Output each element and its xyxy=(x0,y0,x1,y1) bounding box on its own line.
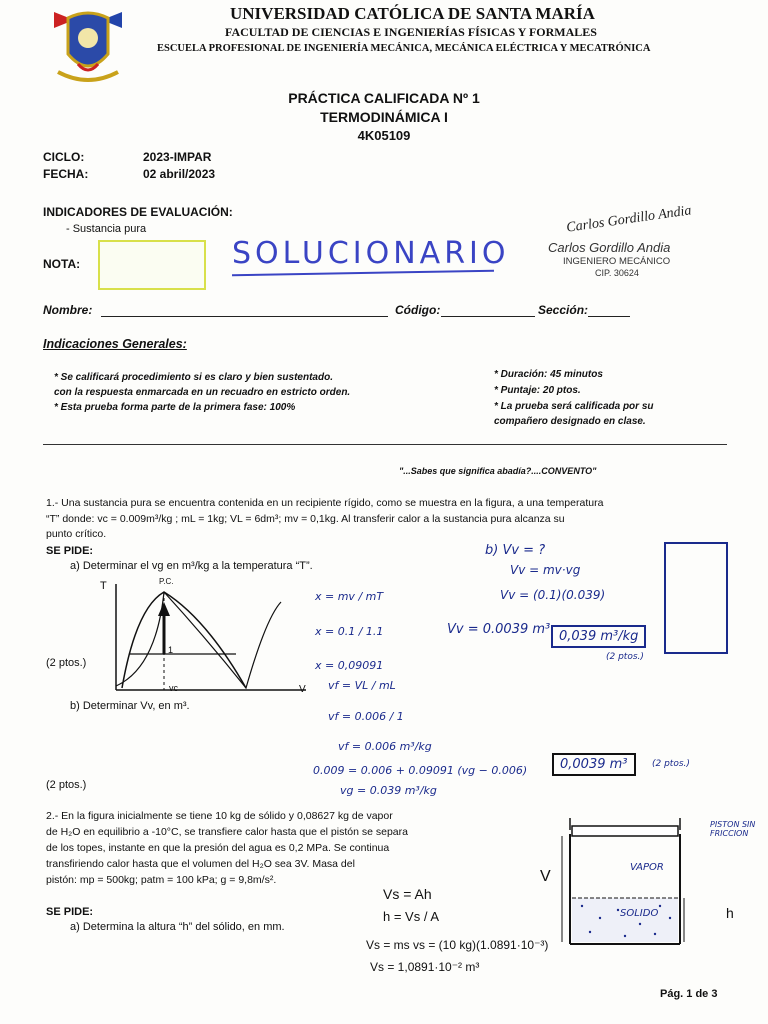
sol1-line-5: vf = 0.006 / 1 xyxy=(328,710,404,723)
stamp-title: INGENIERO MECÁNICO xyxy=(563,256,671,267)
diagram-v-label: V xyxy=(299,684,306,695)
nota-label: NOTA: xyxy=(43,257,81,271)
answer-a-pts: (2 ptos.) xyxy=(606,652,644,662)
course-code: 4K05109 xyxy=(357,128,411,143)
ciclo-label: CICLO: xyxy=(43,150,85,164)
seccion-field[interactable] xyxy=(588,316,630,317)
fecha-label: FECHA: xyxy=(43,167,89,181)
rule-right-4: compañero designado en clase. xyxy=(494,416,646,427)
p2-question-a: a) Determina la altura “h” del sólido, en mm. xyxy=(70,921,285,933)
sol1-b-line-4: Vv = 0.0039 m³ xyxy=(447,622,551,637)
university-name: UNIVERSIDAD CATÓLICA DE SANTA MARÍA xyxy=(230,4,595,23)
sol1-line-3: x = 0,09091 xyxy=(315,659,384,672)
course-name: TERMODINÁMICA I xyxy=(320,109,448,125)
fecha-value: 02 abril/2023 xyxy=(143,167,216,181)
ciclo-value: 2023-IMPAR xyxy=(143,150,212,164)
sol1-b-line-2: Vv = mv·vg xyxy=(510,563,581,577)
diagram-t-label: T xyxy=(100,580,107,592)
fig-v-label: V xyxy=(540,868,551,885)
p1-text-1: 1.- Una sustancia pura se encuentra contenida en un recipiente rígido, como se muestra en la figura, a una temperatura xyxy=(46,497,604,509)
p1-text-3: punto crítico. xyxy=(46,528,107,540)
p1-question-a: a) Determinar el vg en m³/kg a la temperatura “T”. xyxy=(70,560,313,572)
p2-text-5: pistón: mp = 500kg; patm = 100 kPa; g = 9,8m/s². xyxy=(46,874,277,886)
exam-title: PRÁCTICA CALIFICADA Nº 1 xyxy=(288,90,480,106)
answer-b-box: 0,0039 m³ xyxy=(552,753,636,776)
diagram-pc-label: P.C. xyxy=(159,577,174,586)
quote: "...Sabes que significa abadía?....CONVENTO" xyxy=(399,466,597,476)
rule-right-1: * Duración: 45 minutos xyxy=(494,369,603,380)
solucionario-stamp: SOLUCIONARIO xyxy=(232,236,510,271)
stamp-cip: CIP. 30624 xyxy=(595,268,639,278)
fig-solido-label: SOLIDO xyxy=(620,908,659,919)
indicador-item: - Sustancia pura xyxy=(66,223,147,235)
p1-question-b: b) Determinar Vv, en m³. xyxy=(70,700,190,712)
nombre-field[interactable] xyxy=(101,316,388,317)
sol2-line-2: h = Vs / A xyxy=(383,909,440,924)
p1-text-2: “T” donde: vc = 0.009m³/kg ; mL = 1kg; VL = 6dm³; mv = 0,1kg. Al transferir calor a la sustancia pura alcanza su xyxy=(46,513,565,525)
codigo-label: Código: xyxy=(395,303,441,317)
tv-diagram xyxy=(96,578,316,703)
nota-box[interactable] xyxy=(98,240,206,290)
signature-scribble: Carlos Gordillo Andia xyxy=(565,203,693,236)
diagram-one-label: 1 xyxy=(168,645,174,655)
sol1-line-2: x = 0.1 / 1.1 xyxy=(315,625,384,638)
sol1-line-7: 0.009 = 0.006 + 0.09091 (vg − 0.006) xyxy=(313,764,528,777)
codigo-field[interactable] xyxy=(441,316,535,317)
section-divider xyxy=(43,444,727,445)
school-name: ESCUELA PROFESIONAL DE INGENIERÍA MECÁNICA, MECÁNICA ELÉCTRICA Y MECATRÓNICA xyxy=(157,43,651,54)
sol1-line-1: x = mv / mT xyxy=(315,590,384,603)
piston-cylinder-figure xyxy=(560,806,720,956)
indicaciones-heading: Indicaciones Generales: xyxy=(43,337,187,351)
p1-pts-a: (2 ptos.) xyxy=(46,657,87,669)
sol1-b-line-3: Vv = (0.1)(0.039) xyxy=(500,588,606,602)
sol2-line-1: Vs = Ah xyxy=(383,886,432,902)
nombre-label: Nombre: xyxy=(43,303,93,317)
indicadores-label: INDICADORES DE EVALUACIÓN: xyxy=(43,205,233,219)
university-crest-logo xyxy=(44,6,132,90)
rule-right-2: * Puntaje: 20 ptos. xyxy=(494,385,581,396)
fig-piston-label: PISTON SIN FRICCION xyxy=(710,820,756,838)
p2-text-2: de H₂O en equilibrio a -10°C, se transfiere calor hasta que el pistón se separa xyxy=(46,826,408,838)
rule-left-3: * Esta prueba forma parte de la primera fase: 100% xyxy=(54,402,296,413)
sol1-line-6: vf = 0.006 m³/kg xyxy=(338,740,432,753)
rule-left-2: con la respuesta enmarcada en un recuadro en estricto orden. xyxy=(54,387,351,398)
fig-h-label: h xyxy=(726,905,734,921)
fig-vapor-label: VAPOR xyxy=(630,862,664,873)
sol1-line-4: vf = VL / mL xyxy=(328,679,396,692)
answer-a-box: 0,039 m³/kg xyxy=(551,625,646,648)
p1-se-pide: SE PIDE: xyxy=(46,545,94,557)
sol1-line-8: vg = 0.039 m³/kg xyxy=(340,784,437,797)
p2-se-pide: SE PIDE: xyxy=(46,906,94,918)
sol2-line-4: Vs = 1,0891·10⁻² m³ xyxy=(370,960,480,974)
rule-right-3: * La prueba será calificada por su xyxy=(494,401,654,412)
answer-b-pts: (2 ptos.) xyxy=(652,759,690,769)
p1-pts-b: (2 ptos.) xyxy=(46,779,87,791)
sol2-line-3: Vs = ms vs = (10 kg)(1.0891·10⁻³) xyxy=(366,938,549,952)
page-number: Pág. 1 de 3 xyxy=(660,988,718,1000)
stamp-name: Carlos Gordillo Andia xyxy=(548,240,671,255)
diagram-vc-label: vc xyxy=(169,683,178,693)
seccion-label: Sección: xyxy=(538,303,589,317)
p2-text-1: 2.- En la figura inicialmente se tiene 10 kg de sólido y 0,08627 kg de vapor xyxy=(46,810,393,822)
sol1-b-line-1: b) Vv = ? xyxy=(485,543,546,558)
faculty-name: FACULTAD DE CIENCIAS E INGENIERÍAS FÍSICAS Y FORMALES xyxy=(225,25,597,39)
p2-text-4: transfiriendo calor hasta que el volumen del H₂O sea 3V. Masa del xyxy=(46,858,355,870)
rule-left-1: * Se calificará procedimiento si es claro y bien sustentado. xyxy=(54,372,333,383)
p2-text-3: de los topes, instante en que la presión del agua es 0,2 MPa. Se continua xyxy=(46,842,390,854)
answer-box-empty[interactable] xyxy=(664,542,728,654)
